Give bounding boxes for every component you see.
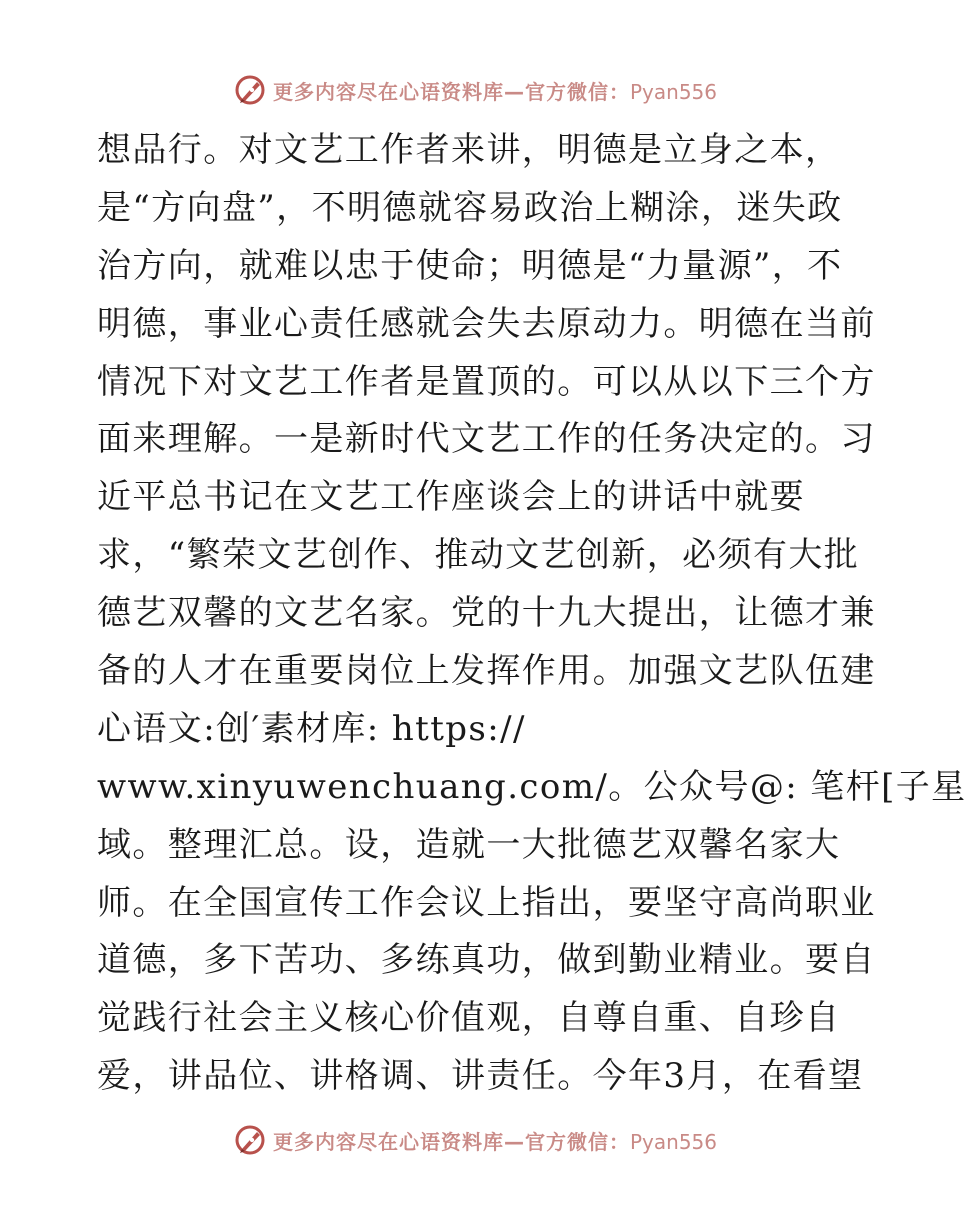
watermark-brand: 更多内容尽在心语资料库—官方微信： (272, 79, 630, 104)
watermark-brand: 更多内容尽在心语资料库—官方微信： (272, 1129, 630, 1154)
body-line: 情况下对文艺工作者是置顶的。可以从以下三个方 (97, 361, 876, 402)
watermark-text (273, 1126, 717, 1155)
pen-circle-logo-icon (233, 1123, 267, 1157)
body-line: 德艺双馨的文艺名家。党的十九大提出，让德才兼 (97, 593, 876, 634)
body-line: 治方向，就难以忠于使命；明德是“力量源”，不 (97, 245, 843, 286)
body-line: 觉践行社会主义核心价值观，自尊自重、自珍自 (97, 998, 841, 1039)
footer-watermark (0, 1120, 950, 1160)
watermark-wechat-id: Pyan556 (629, 1129, 717, 1154)
body-line: www.xinyuwenchuang.com/。公众号@: 笔杆[子星 (97, 766, 967, 807)
body-line: 爱，讲品位、讲格调、讲责任。今年3月，在看望 (97, 1056, 864, 1097)
watermark-text (273, 76, 717, 105)
body-line: 师。在全国宣传工作会议上指出，要坚守高尚职业 (97, 882, 876, 923)
body-line: 心语文:创′素材库: https:// (97, 708, 526, 749)
body-line: 求，“繁荣文艺创作、推动文艺创新，必须有大批 (97, 535, 860, 576)
body-line: 想品行。对文艺工作者来讲，明德是立身之本， (97, 130, 841, 170)
document-body (97, 122, 967, 1106)
body-line: 域。整理汇总。设，造就一大批德艺双馨名家大 (97, 824, 841, 865)
body-line: 备的人才在重要岗位上发挥作用。加强文艺队伍建 (97, 651, 876, 692)
watermark-wechat-id: Pyan556 (629, 79, 717, 104)
body-line: 是“方向盘”，不明德就容易政治上糊涂，迷失政 (97, 187, 843, 228)
body-line: 明德，事业心责任感就会失去原动力。明德在当前 (97, 303, 876, 344)
header-watermark (0, 70, 950, 110)
body-line: 面来理解。一是新时代文艺工作的任务决定的。习 (97, 419, 876, 460)
pen-circle-logo-icon (233, 73, 267, 107)
body-line: 近平总书记在文艺工作座谈会上的讲话中就要 (97, 477, 805, 518)
body-line: 道德，多下苦功、多练真功，做到勤业精业。要自 (97, 940, 876, 981)
